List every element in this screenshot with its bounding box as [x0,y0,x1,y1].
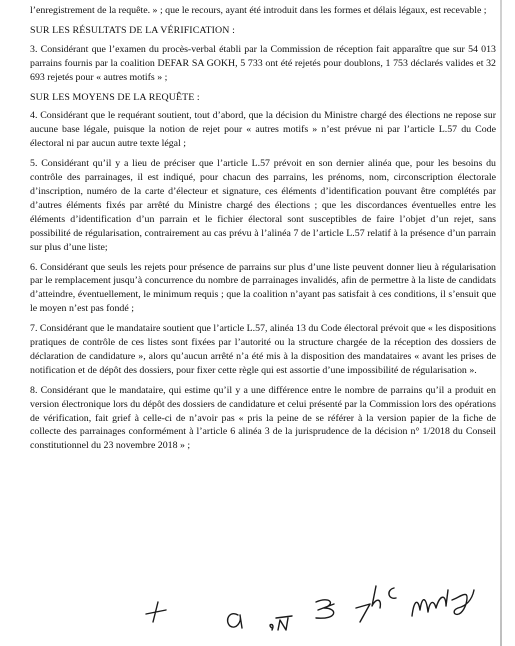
paragraph-5: 5. Considérant qu’il y a lieu de préciser que l’article L.57 prévoit en son dernier alinéa que, pour les besoins du contrôle des parrainages, il est indiqué, pour chacun des parrains, les prénoms, nom, circonscription électorale d’inscription, numéro de la carte d’électeur et signature, ces éléments d’identification pouvant être complétés par d’autres éléments fixés par arrêté du Ministre chargé des élections ; que les discordances éventuelles entre les éléments d’identification d’un parrain et le fichier électoral sont susceptibles de faire l’objet d’un rejet, sans possibilité de régularisation, contrairement au cas prévu à l’alinéa 7 de l’article L.57 relatif à la présence d’un parrain sur plus d’une liste; [30,158,496,253]
heading-request-grounds: SUR LES MOYENS DE LA REQUÊTE : [30,91,200,103]
paragraph-3: 3. Considérant que l’examen du procès-verbal établi par la Commission de réception fait apparaître que sur 54 013 parrains fournis par la coalition DEFAR SA GOKH, 5 733 ont été rejetés pour doublons, 1 753 déclarés valides et 32 693 rejetés pour « autres motifs » ; [30,43,496,83]
document-body [30,4,496,459]
signature-mark-6 [372,586,380,608]
scan-edge-shadow [500,0,502,646]
signature-mark-2 [228,614,242,628]
signature-mark-8 [412,590,474,616]
signature-mark-5 [356,604,370,622]
signature-mark-3 [270,616,292,630]
paragraph-6: 6. Considérant que seuls les rejets pour présence de parrains sur plus d’une liste peuvent donner lieu à régularisation par le remplacement jusqu’à concurrence du nombre de parrainages invalidés, afin de permettre à la liste de candidats d’atteindre, éventuellement, le minimum requis ; que la coalition n’ayant pas satisfait à ces conditions, il s’ensuit que le moyen n’est pas fondé ; [30,261,496,315]
signature-mark-7 [389,588,396,598]
signature-mark-4 [316,600,334,618]
signature-block [0,560,515,646]
paragraph-4: 4. Considérant que le requérant soutient, tout d’abord, que la décision du Ministre chargé des élections ne repose sur aucune base légale, puisque la notion de rejet pour « autres motifs » n’est prévue ni par l’article L.57 du Code électoral ni par aucun autre texte légal ; [30,110,496,150]
paragraph-7: 7. Considérant que le mandataire soutient que l’article L.57, alinéa 13 du Code électoral prévoit que « les dispositions pratiques de contrôle de ces listes sont fixées par l’autorité ou la structure chargée de la réception des dossiers de déclaration de candidature », alors qu’aucun arrêté n’a été mis à la disposition des mandataires « avant les prises de notification et de dépôt des dossiers, pour fixer cette règle qui est assortie d’une impossibilité de régularisation ». [30,323,496,376]
paragraph-8: 8. Considérant que le mandataire, qui estime qu’il y a une différence entre le nombre de parrains qu’il a produit en version électronique lors du dépôt des dossiers de candidature et celui présenté par la Commission lors des opérations de vérification, fait grief à celle-ci de n’avoir pas « pris la peine de se référer à la version papier de la fiche de collecte des parrainages conformément à l’article 6 alinéa 3 de la jurisprudence de la décision n° 1/2018 du Conseil constitutionnel du 23 novembre 2018 » ; [30,384,496,452]
handwritten-signatures [0,560,515,646]
signature-mark-1 [146,602,166,622]
heading-verification-results: SUR LES RÉSULTATS DE LA VÉRIFICATION : [30,24,235,36]
paragraph-intro: l’enregistrement de la requête. » ; que le recours, ayant été introduit dans les formes et délais légaux, est recevable ; [30,5,487,16]
